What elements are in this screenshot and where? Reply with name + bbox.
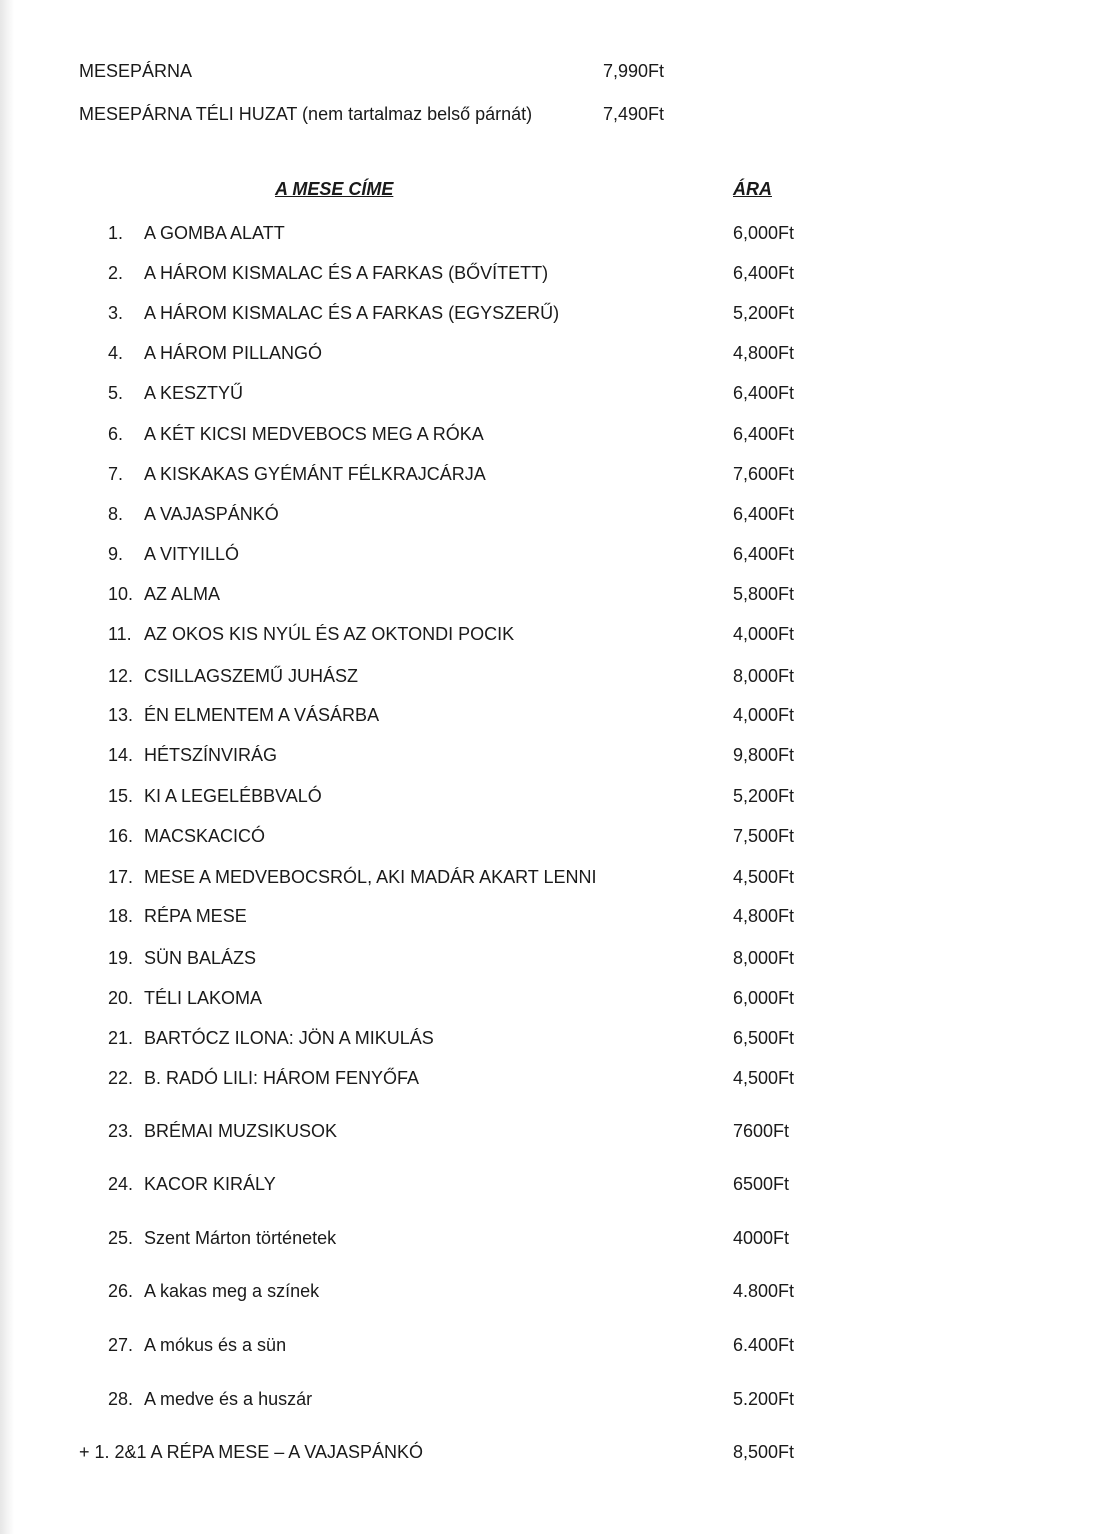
bundle-label: + 1. 2&1 A RÉPA MESE – A VAJASPÁNKÓ bbox=[79, 1442, 424, 1462]
story-number: 4. bbox=[108, 343, 124, 363]
story-title: A KISKAKAS GYÉMÁNT FÉLKRAJCÁRJA bbox=[144, 464, 486, 484]
story-title: KACOR KIRÁLY bbox=[144, 1174, 276, 1194]
bundle-price: 8,500Ft bbox=[733, 1442, 795, 1462]
story-number: 5. bbox=[108, 383, 124, 403]
top-item-name: MESEPÁRNA bbox=[79, 61, 193, 81]
story-price: 5,200Ft bbox=[733, 786, 795, 806]
story-number: 1. bbox=[108, 223, 124, 243]
story-title: A HÁROM PILLANGÓ bbox=[144, 343, 323, 363]
story-number: 6. bbox=[108, 424, 124, 444]
story-price: 6.400Ft bbox=[733, 1335, 795, 1355]
story-title: BARTÓCZ ILONA: JÖN A MIKULÁS bbox=[144, 1028, 434, 1048]
story-title: ÉN ELMENTEM A VÁSÁRBA bbox=[144, 705, 380, 725]
story-number: 24. bbox=[108, 1174, 134, 1194]
story-price: 8,000Ft bbox=[733, 666, 795, 686]
story-title: A medve és a huszár bbox=[144, 1389, 313, 1409]
story-price: 5,800Ft bbox=[733, 584, 795, 604]
story-title: A KÉT KICSI MEDVEBOCS MEG A RÓKA bbox=[144, 424, 484, 444]
story-price: 6,400Ft bbox=[733, 504, 795, 524]
story-price: 4,500Ft bbox=[733, 867, 795, 887]
story-number: 22. bbox=[108, 1068, 134, 1088]
story-price: 8,000Ft bbox=[733, 948, 795, 968]
story-price: 6,400Ft bbox=[733, 263, 795, 283]
story-title: B. RADÓ LILI: HÁROM FENYŐFA bbox=[144, 1068, 420, 1088]
story-title: HÉTSZÍNVIRÁG bbox=[144, 745, 278, 765]
story-title: A HÁROM KISMALAC ÉS A FARKAS (EGYSZERŰ) bbox=[144, 303, 560, 323]
story-title: A KESZTYŰ bbox=[144, 383, 244, 403]
story-number: 16. bbox=[108, 826, 134, 846]
story-title: BRÉMAI MUZSIKUSOK bbox=[144, 1121, 338, 1141]
story-price: 7,500Ft bbox=[733, 826, 795, 846]
story-number: 9. bbox=[108, 544, 124, 564]
story-number: 10. bbox=[108, 584, 134, 604]
story-number: 7. bbox=[108, 464, 124, 484]
story-number: 11. bbox=[108, 624, 132, 644]
story-number: 13. bbox=[108, 705, 134, 725]
story-price: 6,400Ft bbox=[733, 424, 795, 444]
story-title: Szent Márton történetek bbox=[144, 1228, 337, 1248]
story-price: 5,200Ft bbox=[733, 303, 795, 323]
story-price: 4,000Ft bbox=[733, 705, 795, 725]
story-title: CSILLAGSZEMŰ JUHÁSZ bbox=[144, 666, 359, 686]
story-number: 19. bbox=[108, 948, 134, 968]
story-number: 18. bbox=[108, 906, 134, 926]
story-title: MACSKACICÓ bbox=[144, 826, 266, 846]
top-item-name: MESEPÁRNA TÉLI HUZAT (nem tartalmaz belső párnát) bbox=[79, 104, 533, 124]
story-title: A HÁROM KISMALAC ÉS A FARKAS (BŐVÍTETT) bbox=[144, 263, 549, 283]
story-price: 6,400Ft bbox=[733, 544, 795, 564]
story-number: 14. bbox=[108, 745, 134, 765]
story-price: 5.200Ft bbox=[733, 1389, 795, 1409]
story-number: 17. bbox=[108, 867, 134, 887]
story-price: 6,400Ft bbox=[733, 383, 795, 403]
story-number: 8. bbox=[108, 504, 124, 524]
story-price: 7600Ft bbox=[733, 1121, 790, 1141]
top-item-price: 7,990Ft bbox=[603, 61, 665, 81]
story-title: A kakas meg a színek bbox=[144, 1281, 320, 1301]
story-number: 20. bbox=[108, 988, 134, 1008]
story-price: 7,600Ft bbox=[733, 464, 795, 484]
story-number: 25. bbox=[108, 1228, 134, 1248]
story-title: AZ OKOS KIS NYÚL ÉS AZ OKTONDI POCIK bbox=[144, 624, 515, 644]
story-number: 26. bbox=[108, 1281, 134, 1301]
story-title: MESE A MEDVEBOCSRÓL, AKI MADÁR AKART LENNI bbox=[144, 867, 597, 887]
story-price: 6,500Ft bbox=[733, 1028, 795, 1048]
column-header-title: A MESE CÍME bbox=[275, 179, 394, 199]
story-number: 23. bbox=[108, 1121, 134, 1141]
story-number: 12. bbox=[108, 666, 134, 686]
story-price: 4.800Ft bbox=[733, 1281, 795, 1301]
story-number: 28. bbox=[108, 1389, 134, 1409]
story-title: AZ ALMA bbox=[144, 584, 221, 604]
story-price: 4,000Ft bbox=[733, 624, 795, 644]
story-price: 6,000Ft bbox=[733, 223, 795, 243]
story-title: TÉLI LAKOMA bbox=[144, 988, 263, 1008]
story-title: A mókus és a sün bbox=[144, 1335, 287, 1355]
story-price: 9,800Ft bbox=[733, 745, 795, 765]
story-title: SÜN BALÁZS bbox=[144, 948, 257, 968]
story-price: 4,800Ft bbox=[733, 906, 795, 926]
story-price: 4000Ft bbox=[733, 1228, 790, 1248]
story-title: RÉPA MESE bbox=[144, 906, 247, 926]
story-number: 27. bbox=[108, 1335, 134, 1355]
story-title: A VITYILLÓ bbox=[144, 544, 240, 564]
story-number: 2. bbox=[108, 263, 124, 283]
story-price: 6,000Ft bbox=[733, 988, 795, 1008]
story-title: KI A LEGELÉBBVALÓ bbox=[144, 786, 322, 806]
top-item-price: 7,490Ft bbox=[603, 104, 665, 124]
story-number: 15. bbox=[108, 786, 134, 806]
story-price: 4,800Ft bbox=[733, 343, 795, 363]
story-price: 4,500Ft bbox=[733, 1068, 795, 1088]
story-title: A GOMBA ALATT bbox=[144, 223, 285, 243]
story-number: 3. bbox=[108, 303, 124, 323]
story-title: A VAJASPÁNKÓ bbox=[144, 504, 279, 524]
story-number: 21. bbox=[108, 1028, 134, 1048]
story-price: 6500Ft bbox=[733, 1174, 790, 1194]
column-header-price: ÁRA bbox=[733, 179, 772, 199]
